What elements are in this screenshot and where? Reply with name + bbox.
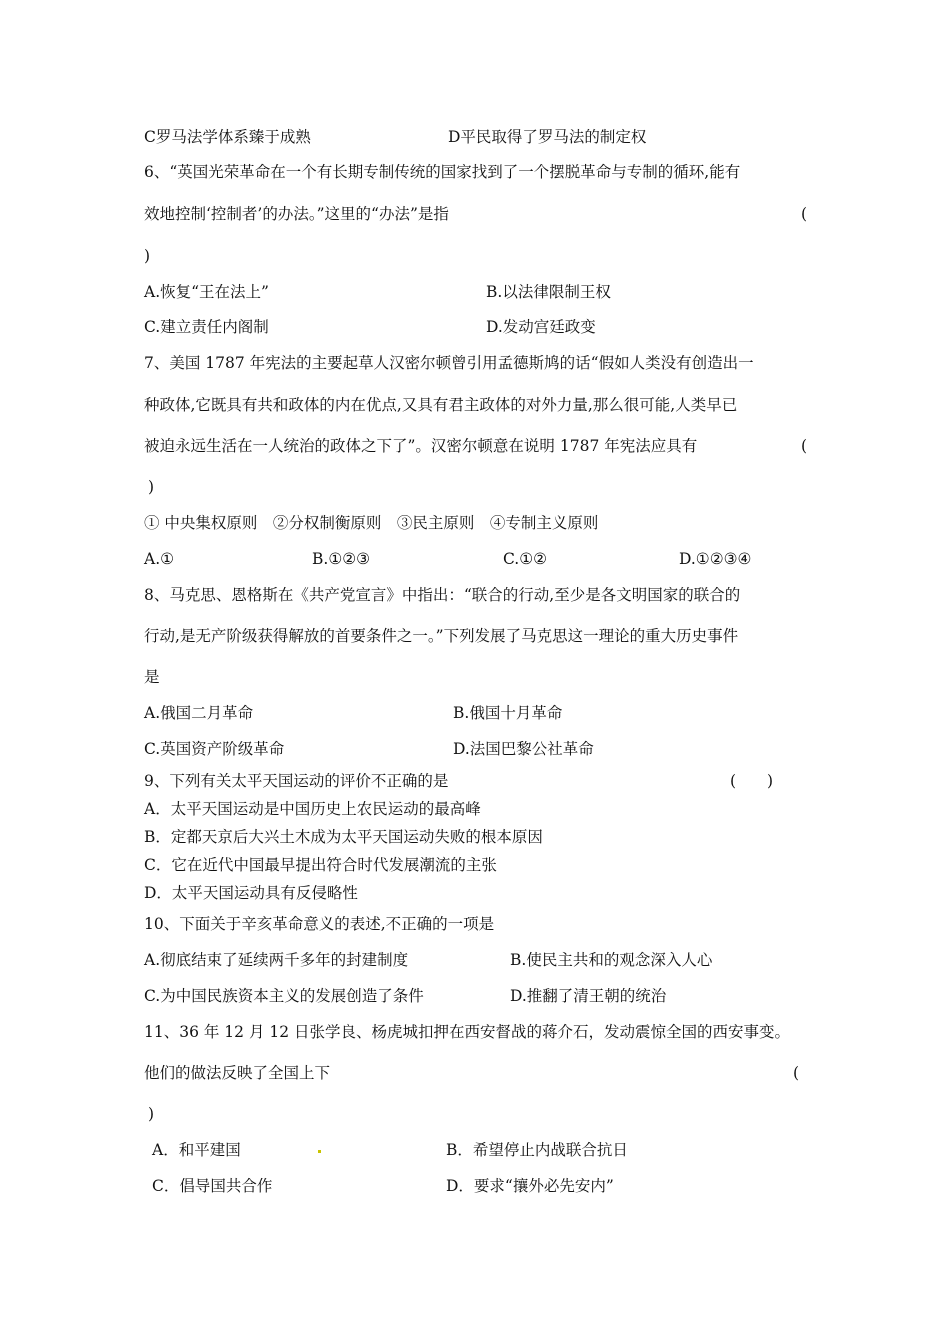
q10-option-a: A.彻底结束了延续两千多年的封建制度 (144, 951, 409, 969)
q9-option-c: C．它在近代中国最早提出符合时代发展潮流的主张 (144, 856, 497, 874)
q5-option-d: D平民取得了罗马法的制定权 (448, 128, 647, 146)
q7-option-d: D.①②③④ (679, 550, 752, 568)
q10-option-d: D.推翻了清王朝的统治 (510, 987, 667, 1005)
q7-answer-paren-close: ) (148, 478, 155, 496)
q9-option-b: B．定都天京后大兴土木成为太平天国运动失败的根本原因 (144, 828, 543, 846)
q8-option-a: A.俄国二月革命 (144, 704, 254, 722)
q11-option-c: C．倡导国共合作 (152, 1177, 273, 1195)
q11-stem-line-2: 他们的做法反映了全国上下 (144, 1064, 331, 1082)
q7-option-b: B.①②③ (312, 550, 371, 568)
q5-option-c: C罗马法学体系臻于成熟 (144, 128, 311, 146)
q11-stem-line-1: 11、36 年 12 月 12 日张学良、杨虎城扣押在西安督战的蒋介石，发动震惊全国的西安事变。 (144, 1023, 791, 1041)
q6-stem-line-2: 效地控制‘控制者’的办法。”这里的“办法”是指 (144, 205, 449, 223)
stray-dot-mark (318, 1150, 321, 1153)
q6-option-d: D.发动宫廷政变 (486, 318, 596, 336)
q8-stem-line-1: 8、马克思、恩格斯在《共产党宣言》中指出：“联合的行动,至少是各文明国家的联合的 (144, 586, 741, 604)
q9-option-a: A．太平天国运动是中国历史上农民运动的最高峰 (144, 800, 481, 818)
q6-option-a: A.恢复“王在法上” (144, 283, 269, 301)
q8-option-d: D.法国巴黎公社革命 (453, 740, 594, 758)
q11-option-a: A．和平建国 (152, 1141, 241, 1159)
q8-stem-line-3: 是 (144, 668, 160, 686)
q8-option-c: C.英国资产阶级革命 (144, 740, 285, 758)
q6-answer-paren-open: ( (801, 205, 808, 223)
q7-answer-paren-open: ( (801, 437, 808, 455)
q9-answer-paren: ( ) (730, 772, 774, 790)
q6-answer-paren-close: ) (144, 247, 151, 265)
q11-option-d: D．要求“攘外必先安内” (446, 1177, 614, 1195)
q7-stem-line-2: 种政体,它既具有共和政体的内在优点,又具有君主政体的对外力量,那么很可能,人类早已 (144, 396, 738, 414)
q6-stem-line-1: 6、“英国光荣革命在一个有长期专制传统的国家找到了一个摆脱革命与专制的循环,能有 (144, 163, 741, 181)
q11-option-b: B．希望停止内战联合抗日 (446, 1141, 628, 1159)
q8-option-b: B.俄国十月革命 (453, 704, 563, 722)
q10-option-c: C.为中国民族资本主义的发展创造了条件 (144, 987, 424, 1005)
q6-option-b: B.以法律限制王权 (486, 283, 611, 301)
q7-stem-line-3: 被迫永远生活在一人统治的政体之下了”。汉密尔顿意在说明 1787 年宪法应具有 (144, 437, 698, 455)
q7-option-a: A.① (144, 550, 175, 568)
q7-stem-line-1: 7、美国 1787 年宪法的主要起草人汉密尔顿曾引用孟德斯鸠的话“假如人类没有创造出一 (144, 354, 754, 372)
q9-option-d: D．太平天国运动具有反侵略性 (144, 884, 358, 902)
q11-answer-paren-close: ) (148, 1105, 155, 1123)
q11-answer-paren-open: ( (793, 1064, 800, 1082)
q10-option-b: B.使民主共和的观念深入人心 (510, 951, 713, 969)
q6-option-c: C.建立责任内阁制 (144, 318, 269, 336)
q9-stem: 9、下列有关太平天国运动的评价不正确的是 (144, 772, 449, 790)
q7-option-c: C.①② (503, 550, 548, 568)
q10-stem: 10、下面关于辛亥革命意义的表述,不正确的一项是 (144, 915, 495, 933)
q8-stem-line-2: 行动,是无产阶级获得解放的首要条件之一。”下列发展了马克思这一理论的重大历史事件 (144, 627, 739, 645)
q7-principles-list: ① 中央集权原则 ②分权制衡原则 ③民主原则 ④专制主义原则 (144, 514, 599, 532)
